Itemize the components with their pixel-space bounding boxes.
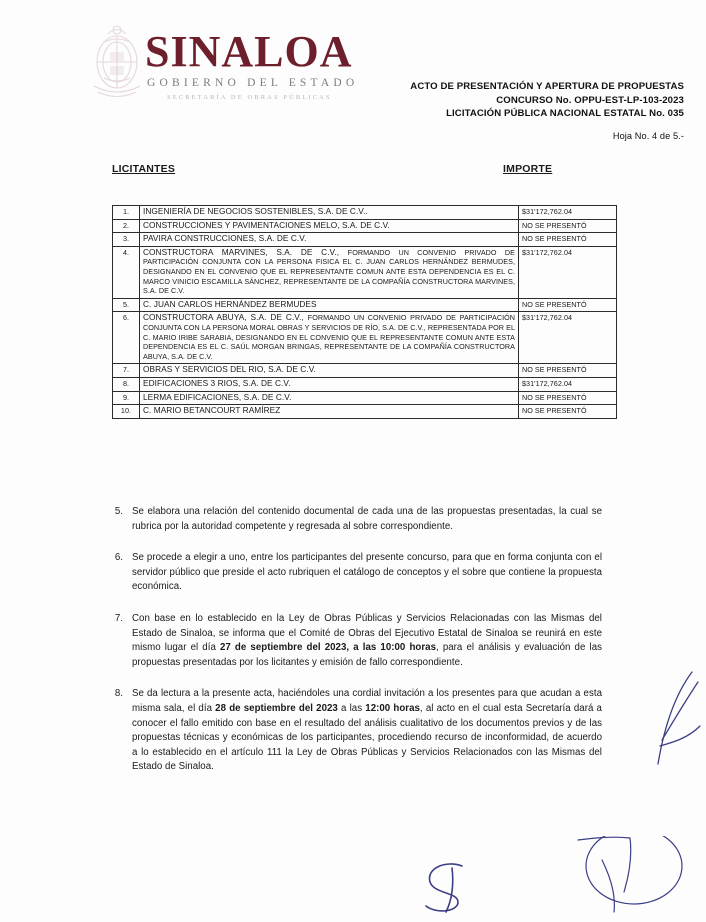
- brand-subtitle: GOBIERNO DEL ESTADO: [147, 77, 359, 89]
- bidder-name-text: PAVIRA CONSTRUCCIONES, S.A. DE C.V.: [143, 233, 307, 244]
- row-amount: $31'172,762.04: [519, 246, 617, 298]
- clause-text-part-1: Se da lectura a la presente acta, haciéndoles una cordial invitación a los presentes para que acudan a esta misma sala, el día: [132, 688, 602, 714]
- row-bidder-name: [140, 405, 519, 419]
- row-number: 9.: [113, 391, 140, 405]
- clause-list: [108, 505, 602, 792]
- clause-text-part-2: , para el análisis y evaluación de las propuestas presentadas por los licitantes y emisión de fallo correspondiente.: [132, 642, 602, 668]
- row-number: 2.: [113, 219, 140, 233]
- sheet-number: Hoja No. 4 de 5.-: [612, 130, 684, 141]
- row-amount: NO SE PRESENTÓ: [519, 364, 617, 378]
- row-bidder-name: [140, 233, 519, 247]
- clause-number: 5.: [114, 506, 123, 517]
- clause-text-part-2: a las: [337, 702, 366, 714]
- bidder-name-text: C. MARIO BETANCOURT RAMÍREZ: [143, 405, 281, 416]
- clause-text: Se procede a elegir a uno, entre los participantes del presente concurso, para que en forma conjunta con el servidor público que preside el acto rubriquen el catálogo de conceptos y el sobre que contiene la propuesta económica.: [132, 552, 602, 593]
- row-number: 7.: [113, 364, 140, 378]
- signature-mark-right-lower: [572, 820, 642, 915]
- row-bidder-name: [140, 219, 519, 233]
- sinaloa-state-crest-icon: [88, 22, 146, 104]
- bidder-name-text: LERMA EDIFICACIONES, S.A. DE C.V.: [143, 391, 292, 402]
- bidder-name-text: CONSTRUCCIONES Y PAVIMENTACIONES MELO, S.A. DE C.V.: [143, 219, 390, 230]
- clause-text: Se elabora una relación del contenido documental de cada una de las propuestas presentadas, la cual se rubrica por la autoridad competente y regresada al sobre correspondiente.: [132, 506, 602, 532]
- clause-item-5: [108, 505, 602, 534]
- row-amount: NO SE PRESENTÓ: [519, 298, 617, 312]
- bidder-name-text: EDIFICACIONES 3 RIOS, S.A. DE C.V.: [143, 377, 291, 388]
- row-amount: $31'172,762.04: [519, 312, 617, 364]
- table-row: [113, 246, 617, 298]
- table-row: [113, 364, 617, 378]
- clause-highlight-date-time: 27 de septiembre del 2023, a las 10:00 horas: [219, 642, 436, 654]
- clause-item-6: [108, 551, 602, 595]
- bidder-name-text: OBRAS Y SERVICIOS DEL RIO, S.A. DE C.V.: [143, 364, 316, 375]
- row-number: 10.: [113, 405, 140, 419]
- brand-title: SINALOA: [145, 27, 353, 76]
- row-amount: NO SE PRESENTÓ: [519, 391, 617, 405]
- clause-number: 7.: [114, 612, 123, 624]
- row-bidder-name: [140, 298, 519, 312]
- table-row: [113, 405, 617, 419]
- bidder-name-lead: CONSTRUCTORA MARVINES, S.A. DE C.V.,: [143, 246, 348, 257]
- row-bidder-name: [140, 206, 519, 220]
- row-bidder-name: [140, 364, 519, 378]
- bidders-table-wrapper: [112, 205, 603, 419]
- clause-text-part-1: Con base en lo establecido en la Ley de Obras Públicas y Servicios Relacionadas con las Mismas del Estado de Sinaloa, se informa que el Comité de Obras del Ejecutivo Estatal de Sinaloa se reunirá en este mismo lugar el día: [132, 612, 602, 654]
- column-title-bidders: LICITANTES: [112, 163, 176, 175]
- row-bidder-name: [140, 391, 519, 405]
- row-number: 4.: [113, 246, 140, 298]
- doc-title-line-3: LICITACIÓN PÚBLICA NACIONAL ESTATAL No. 035: [446, 108, 684, 119]
- clause-item-7: [108, 612, 602, 670]
- bidders-table: [112, 205, 617, 419]
- row-bidder-name: [140, 246, 519, 298]
- bidder-name-detail: FORMANDO UN CONVENIO PRIVADO DE PARTICIPACIÓN CONJUNTA CON LA PERSONA MORAL OBRAS Y SERVICIOS DE RÍO, S.A. DE C.V., REPRESENTADA POR EL C. MARIO IRIBE SARABIA, DESIGNANDO EN EL CONVENIO QUE EL REPRESENTANTE COMUN ANTE ESTA DEPENDENCIA ES EL C. SAÚL MORGAN BRINGAS, REPRESENTANTE DE LA COMPAÑÍA CONSTRUCTORA ABUYA, S.A. DE C.V.: [143, 313, 515, 361]
- signature-mark-right-upper: [648, 668, 706, 768]
- bidder-name-detail: FORMANDO UN CONVENIO PRIVADO DE PARTICIPACIÓN CONJUNTA CON LA PERSONA FISICA EL C. JUAN CARLOS HERNÁNDEZ BERMUDES, DESIGNANDO EN EL CONVENIO QUE EL REPRESENTANTE COMUN ANTE ESTA DEPENDENCIA ES EL C. MARCO VINICIO ESCAMILLA SÁNCHEZ, REPRESENTANTE DE LA COMPAÑÍA CONSTRUCTORA MARVINES, S.A. DE C.V.: [143, 247, 515, 296]
- document-header: [0, 0, 706, 150]
- brand-block: [145, 27, 395, 101]
- bidder-name-text: C. JUAN CARLOS HERNÁNDEZ BERMUDES: [143, 298, 317, 309]
- clause-item-8: [108, 687, 602, 775]
- clause-number: 8.: [114, 688, 123, 700]
- row-number: 1.: [113, 206, 140, 220]
- row-number: 8.: [113, 377, 140, 391]
- signature-mark-bottom-center: [418, 858, 478, 918]
- table-row: [113, 298, 617, 312]
- table-row: [113, 377, 617, 391]
- row-number: 3.: [113, 233, 140, 247]
- table-row: [113, 219, 617, 233]
- row-amount: NO SE PRESENTÓ: [519, 405, 617, 419]
- bidders-table-body: [113, 206, 617, 419]
- clause-highlight-time: 12:00 horas: [365, 702, 420, 714]
- row-amount: NO SE PRESENTÓ: [519, 233, 617, 247]
- table-row: [113, 206, 617, 220]
- table-row: [113, 391, 617, 405]
- row-number: 6.: [113, 312, 140, 364]
- row-number: 5.: [113, 298, 140, 312]
- table-row: [113, 312, 617, 364]
- row-amount: $31'172,762.04: [519, 377, 617, 391]
- doc-title-line-1: ACTO DE PRESENTACIÓN Y APERTURA DE PROPUESTAS: [410, 81, 684, 92]
- doc-title-line-2: CONCURSO No. OPPU-EST-LP-103-2023: [496, 94, 684, 106]
- row-amount: NO SE PRESENTÓ: [519, 219, 617, 233]
- bidder-name-lead: CONSTRUCTORA ABUYA, S.A. DE C.V.,: [143, 312, 308, 323]
- row-amount: $31'172,762.04: [519, 206, 617, 220]
- row-bidder-name: [140, 312, 519, 364]
- bidder-name-text: INGENIERÍA DE NEGOCIOS SOSTENIBLES, S.A. DE C.V..: [143, 206, 368, 216]
- column-title-amount: IMPORTE: [503, 163, 553, 175]
- clause-number: 6.: [114, 552, 123, 564]
- clause-text-part-3: , al acto en el cual esta Secretaría dará a conocer el fallo emitido con base en el resultado del análisis cualitativo de los documentos previos y de las propuestas técnicas y económicas de los participantes, procediendo recurso de inconformidad, de acuerdo a lo establecido en el artículo 111 la Ley de Obras Públicas y Servicios Relacionados con las Mismas del Estado de Sinaloa.: [132, 702, 602, 773]
- brand-subtitle-secondary: SECRETARÍA DE OBRAS PÚBLICAS: [167, 94, 332, 101]
- signature-mark-bottom-right: [558, 836, 706, 922]
- clause-highlight-date: 28 de septiembre del 2023: [215, 702, 338, 714]
- document-title-block: [410, 80, 684, 143]
- row-bidder-name: [140, 377, 519, 391]
- column-titles: [112, 163, 602, 179]
- table-row: [113, 233, 617, 247]
